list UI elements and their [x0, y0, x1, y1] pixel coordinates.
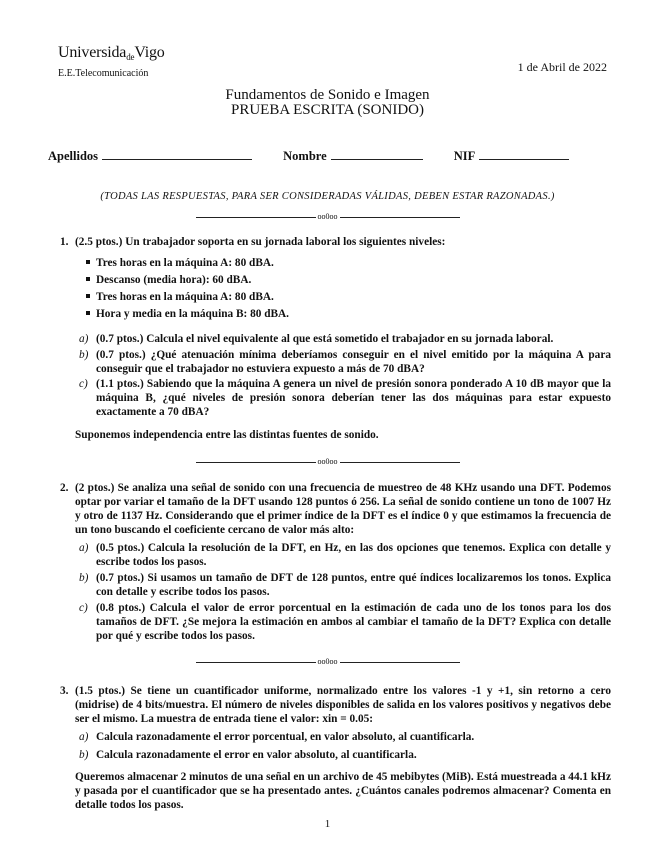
name-label: Nombre — [283, 149, 327, 163]
question-3-footnote: Queremos almacenar 2 minutos de una señal en un archivo de 45 mebibytes (MiB). Está muestreada a 44.1 kHz y pasada por el cuantificador que se ha presentado antes. ¿Cuántos canales podremos almacenar? Comenta en detalle todos los pasos. — [75, 771, 611, 811]
question-1c-text: (1.1 ptos.) Sabiendo que la máquina A genera un nivel de presión sonora ponderado A 10 dB mayor que la máquina B, ¿qué niveles de presión sonora deberían tener las dos máquinas para estar expuesto exactamente a 70 dBA? — [96, 378, 611, 418]
question-2b-text: (0.7 ptos.) Si usamos un tamaño de DFT de 128 puntos, entre qué índices localizaremos los tonos. Explica con detalle y escribe todos los pasos. — [96, 572, 611, 598]
page-number: 1 — [324, 818, 331, 830]
exam-date: 1 de Abril de 2022 — [517, 60, 607, 74]
question-1-intro: (2.5 ptos.) Un trabajador soporta en su jornada laboral los siguientes niveles: — [75, 236, 446, 248]
surname-label: Apellidos — [48, 149, 99, 163]
list-item: Tres horas en la máquina A: 80 dBA. — [86, 290, 274, 304]
separator: oo0oo — [0, 457, 655, 467]
course-title: Fundamentos de Sonido e Imagen — [225, 87, 430, 103]
nif-field[interactable] — [479, 158, 569, 160]
list-item: Hora y media en la máquina B: 80 dBA. — [86, 307, 289, 321]
subquestion-label: a) — [79, 542, 89, 554]
nif-label: NIF — [453, 149, 476, 163]
subquestion-label: a) — [79, 333, 89, 345]
separator: oo0oo — [0, 657, 655, 667]
question-2-intro: (2 ptos.) Se analiza una señal de sonido con una frecuencia de muestreo de 48 KHz usando una DFT. Podemos optar por variar el tamaño de la DFT usando 128 puntos ó 256. La señal de sonido contiene un tono de 1007 Hz y otro de 1137 Hz. Considerando que el primer índice de la DFT es el índice 0 y que estimamos la frecuencia de un tono buscando el coeficiente cercano de valor más alto: — [75, 482, 611, 536]
surname-field[interactable] — [102, 158, 252, 160]
subquestion-label: a) — [79, 731, 89, 743]
separator: oo0oo — [0, 212, 655, 222]
question-3-intro: (1.5 ptos.) Se tiene un cuantificador uniforme, normalizado entre los valores -1 y +1, sin retorno a cero (midrise) de 4 bits/muestra. El número de niveles disponibles de salida en los valores positivos y negativos debe ser el mismo. La muestra de entrada tiene el valor: xin = 0.05: — [75, 685, 611, 725]
question-1a-text: (0.7 ptos.) Calcula el nivel equivalente al que está sometido el trabajador en su jornada laboral. — [96, 333, 554, 345]
subquestion-label: b) — [79, 349, 89, 361]
question-3a-text: Calcula razonadamente el error porcentual, en valor absoluto, al cuantificarla. — [96, 731, 475, 743]
question-2c-text: (0.8 ptos.) Calcula el valor de error porcentual en la estimación de cada uno de los tonos para los dos tamaños de DFT. ¿Se mejora la estimación en ambos al cambiar el tamaño de la DFT? Explica con detalle por qué y escribe todos los pasos. — [96, 602, 611, 642]
exam-title — [0, 88, 655, 118]
subquestion-label: c) — [79, 378, 88, 390]
test-title: PRUEBA ESCRITA (SONIDO) — [231, 102, 424, 118]
question-1b-text: (0.7 ptos.) ¿Qué atenuación mínima deberíamos conseguir en el nivel emitido por la máquina A para conseguir que el trabajador no estuviera expuesto a más de 70 dBA? — [96, 349, 611, 375]
university-logo — [58, 44, 165, 79]
logo-wordmark: UniversidadeVigo — [58, 44, 165, 62]
question-3b-text: Calcula razonadamente el error en valor absoluto, al cuantificarla. — [96, 749, 417, 761]
question-2-number: 2. — [60, 482, 69, 494]
student-identity-row — [48, 149, 569, 164]
question-1-footnote: Suponemos independencia entre las distintas fuentes de sonido. — [75, 429, 379, 441]
instructions-note: (TODAS LAS RESPUESTAS, PARA SER CONSIDERADAS VÁLIDAS, DEBEN ESTAR RAZONADAS.) — [100, 191, 555, 202]
subquestion-label: c) — [79, 602, 88, 614]
school-name: E.E.Telecomunicación — [58, 68, 149, 79]
question-3-number: 3. — [60, 685, 69, 697]
subquestion-label: b) — [79, 572, 89, 584]
list-item: Descanso (media hora): 60 dBA. — [86, 273, 251, 287]
name-field[interactable] — [331, 158, 423, 160]
subquestion-label: b) — [79, 749, 89, 761]
question-1-number: 1. — [60, 236, 69, 248]
list-item: Tres horas en la máquina A: 80 dBA. — [86, 256, 274, 270]
question-2a-text: (0.5 ptos.) Calcula la resolución de la DFT, en Hz, en las dos opciones que tenemos. Explica con detalle y escribe todos los pasos. — [96, 542, 611, 568]
